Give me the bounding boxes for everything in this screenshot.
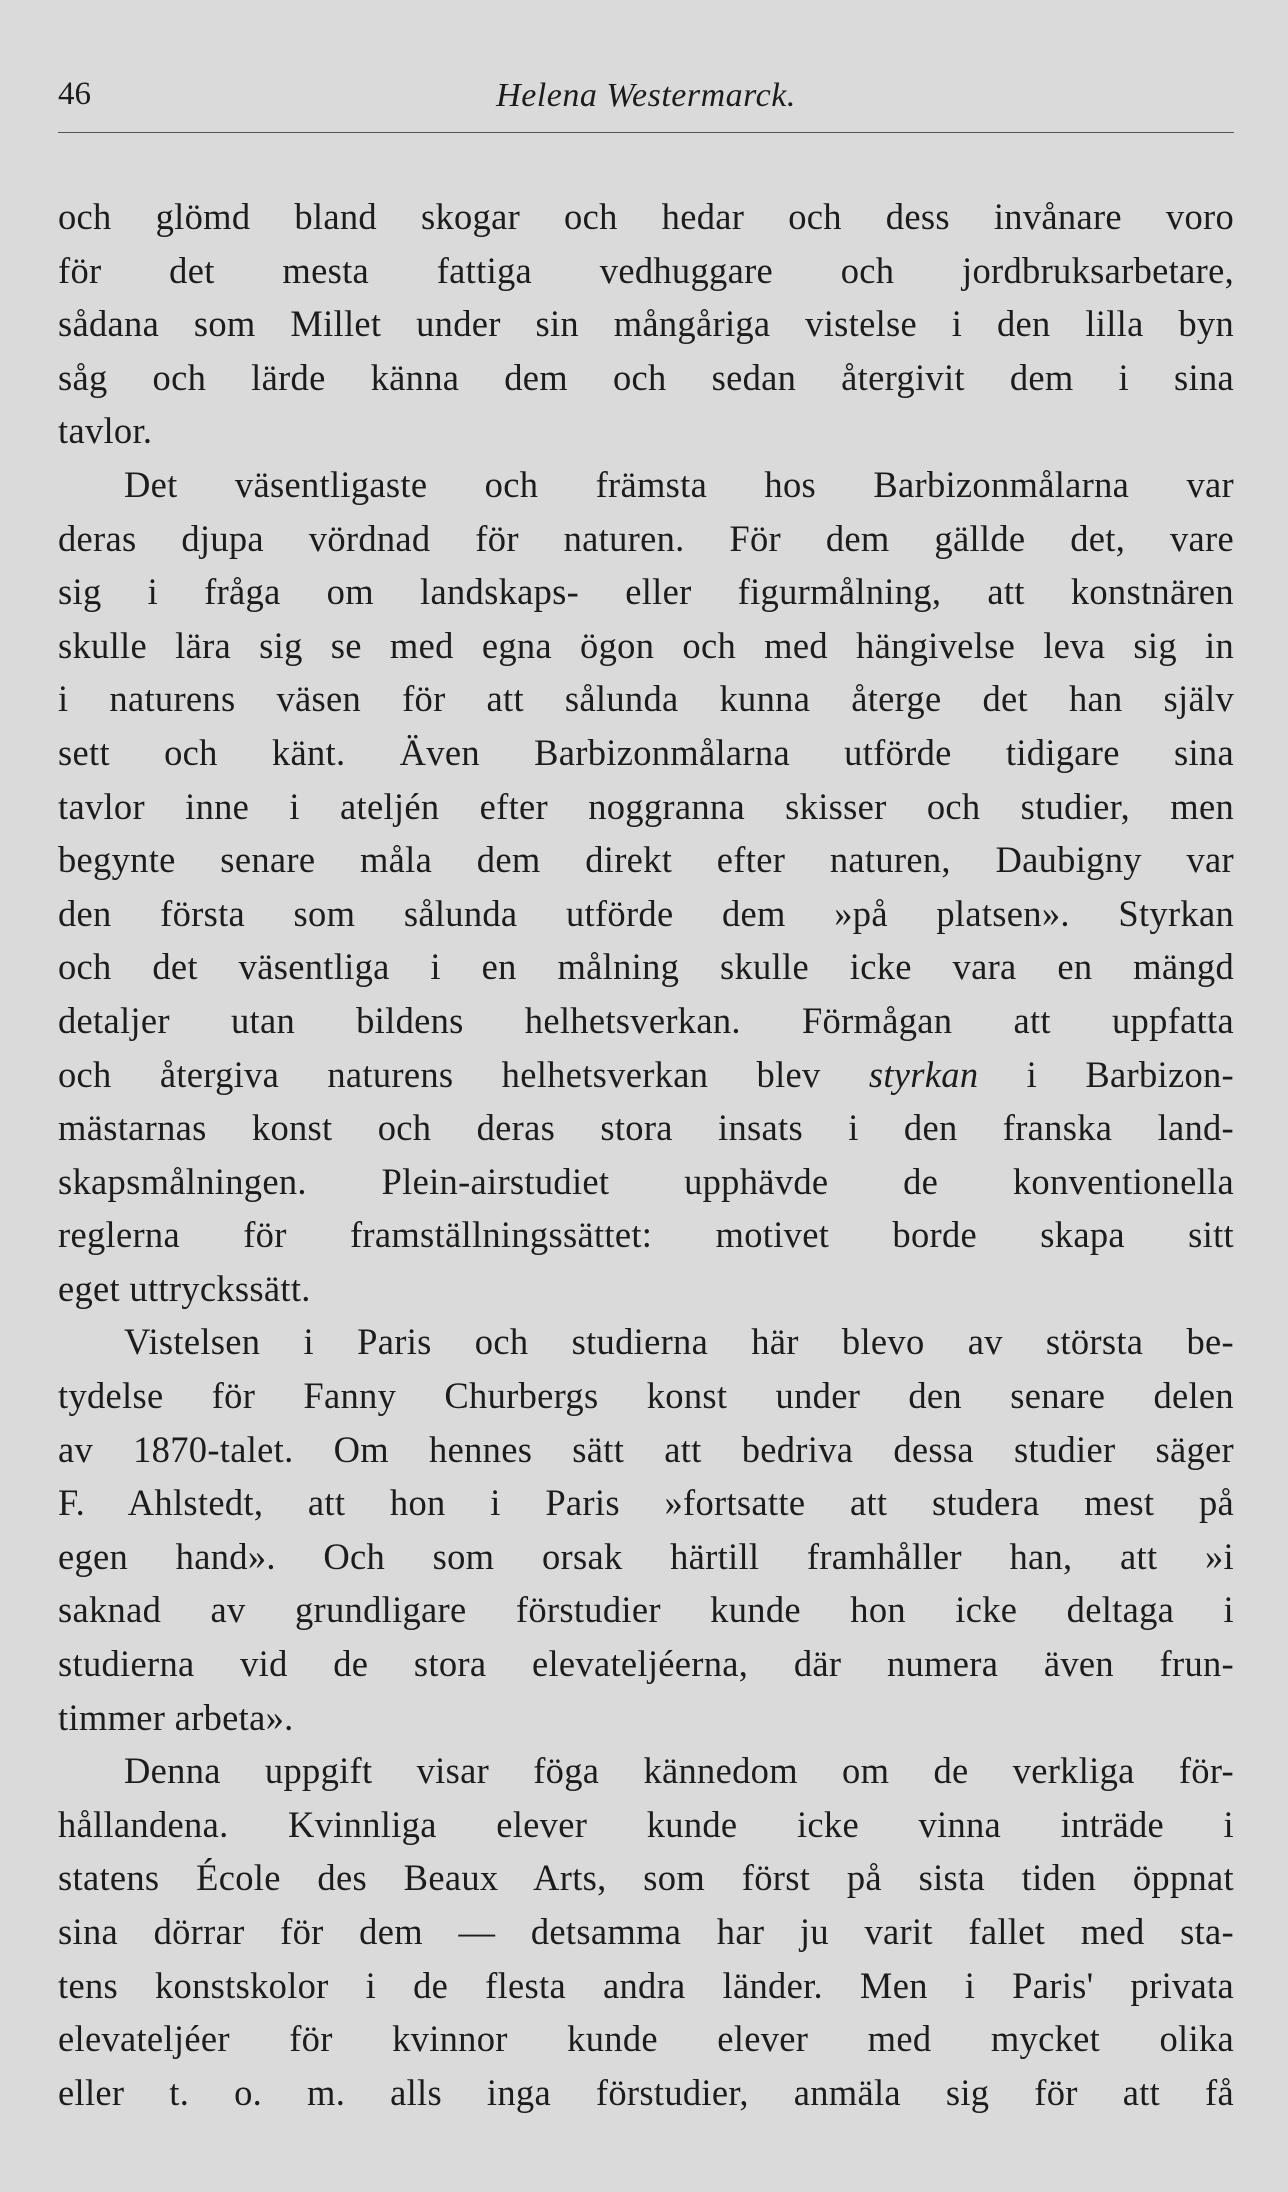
- text-line: skapsmålningen. Plein-airstudiet upphävde de konventionella: [58, 1160, 1234, 1202]
- text-fragment: och återgiva naturens helhetsverkan blev: [58, 1053, 821, 1095]
- text-line: tens konstskolor i de flesta andra länder. Men i Paris' privata: [58, 1964, 1234, 2006]
- text-line: Det väsentligaste och främsta hos Barbizonmålarna var: [124, 463, 1234, 505]
- text-line: eget uttryckssätt.: [58, 1267, 311, 1309]
- text-line: elevateljéer för kvinnor kunde elever med mycket olika: [58, 2018, 1234, 2060]
- text-line: tydelse för Fanny Churbergs konst under den senare delen: [58, 1375, 1234, 1417]
- text-line: eller t. o. m. alls inga förstudier, anmäla sig för att få: [58, 2071, 1234, 2113]
- text-line: Vistelsen i Paris och studierna här blevo av största be-: [124, 1321, 1234, 1363]
- text-line: skulle lära sig se med egna ögon och med hängivelse leva sig in: [58, 624, 1234, 666]
- text-line: såg och lärde känna dem och sedan återgivit dem i sina: [58, 356, 1234, 398]
- text-line-with-emphasis: [58, 1048, 1234, 1102]
- emphasis: styrkan: [868, 1053, 979, 1095]
- text-line: av 1870-talet. Om hennes sätt att bedriva dessa studier säger: [58, 1428, 1234, 1470]
- text-line: mästarnas konst och deras stora insats i den franska land-: [58, 1107, 1234, 1149]
- running-head: [58, 72, 1234, 133]
- text-line: sina dörrar för dem — detsamma har ju varit fallet med sta-: [58, 1911, 1234, 1952]
- text-line: hållandena. Kvinnliga elever kunde icke vinna inträde i: [58, 1803, 1234, 1845]
- text-line: egen hand». Och som orsak härtill framhåller han, att »i: [58, 1535, 1234, 1577]
- text-line: sett och känt. Även Barbizonmålarna utförde tidigare sina: [58, 731, 1234, 773]
- text-line: begynte senare måla dem direkt efter naturen, Daubigny var: [58, 839, 1234, 881]
- text-line: och glömd bland skogar och hedar och dess invånare voro: [58, 196, 1234, 237]
- text-line: tavlor.: [58, 410, 153, 452]
- text-line: timmer arbeta».: [58, 1696, 294, 1738]
- text-line: statens École des Beaux Arts, som först på sista tiden öppnat: [58, 1857, 1234, 1899]
- text-line: deras djupa vördnad för naturen. För dem gällde det, vare: [58, 517, 1234, 559]
- text-line: och det väsentliga i en målning skulle icke vara en mängd: [58, 946, 1234, 988]
- text-line: F. Ahlstedt, att hon i Paris »fortsatte att studera mest på: [58, 1482, 1234, 1524]
- text-line: för det mesta fattiga vedhuggare och jordbruksarbetare,: [58, 249, 1234, 291]
- text-line: i naturens väsen för att sålunda kunna återge det han själv: [58, 678, 1234, 720]
- text-line: sig i fråga om landskaps- eller figurmålning, att konstnären: [58, 571, 1234, 613]
- text-line: Denna uppgift visar föga kännedom om de verkliga för-: [124, 1750, 1234, 1792]
- text-line: tavlor inne i ateljén efter noggranna skisser och studier, men: [58, 785, 1234, 827]
- text-fragment: i Barbizon-: [1026, 1053, 1235, 1095]
- page-number: 46: [58, 76, 91, 112]
- body-text: [58, 190, 1234, 2119]
- text-line: detaljer utan bildens helhetsverkan. Förmågan att uppfatta: [58, 999, 1234, 1041]
- text-line: saknad av grundligare förstudier kunde hon icke deltaga i: [58, 1589, 1234, 1631]
- text-line: den första som sålunda utförde dem »på platsen». Styrkan: [58, 892, 1234, 934]
- text-line: sådana som Millet under sin mångåriga vistelse i den lilla byn: [58, 303, 1234, 345]
- text-line: studierna vid de stora elevateljéerna, där numera även frun-: [58, 1643, 1234, 1685]
- text-line: reglerna för framställningssättet: motivet borde skapa sitt: [58, 1214, 1234, 1256]
- running-title: Helena Westermarck.: [496, 77, 796, 114]
